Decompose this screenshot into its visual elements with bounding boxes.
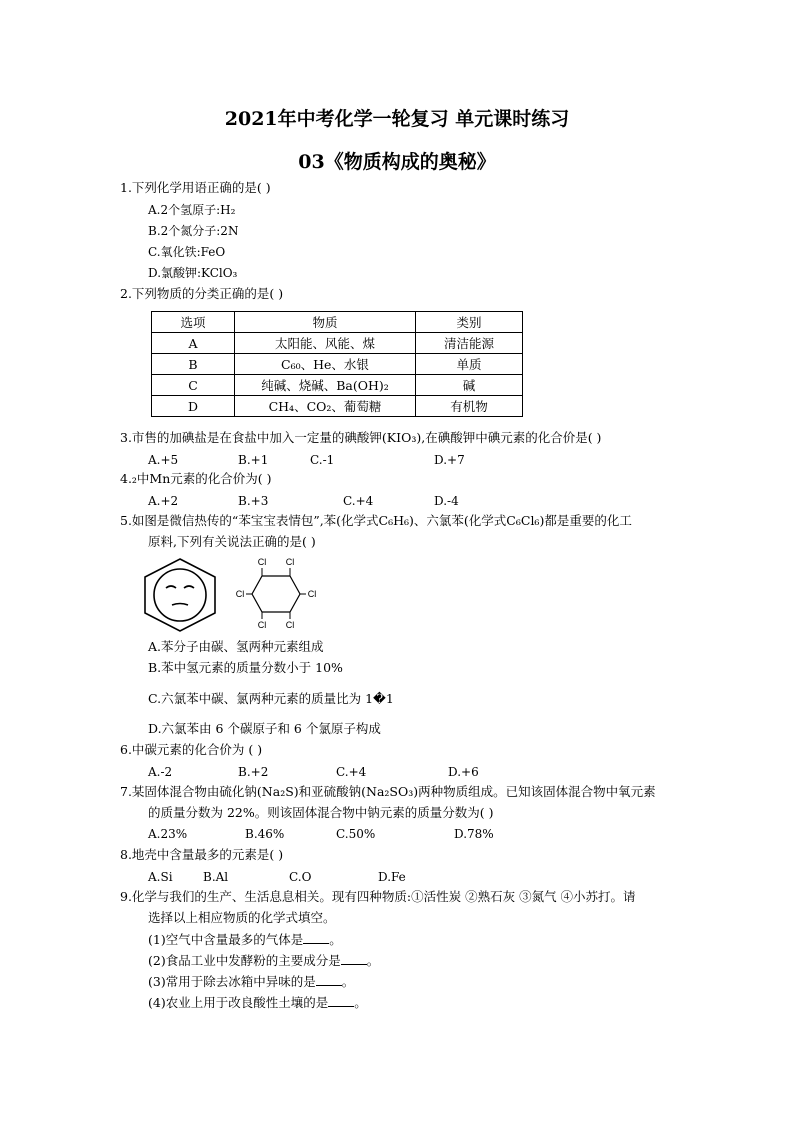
q4-option-a: A.+2 bbox=[148, 494, 179, 508]
table-row bbox=[152, 396, 523, 417]
q1-option-d: D.氯酸钾:KClO₃ bbox=[148, 266, 238, 280]
q3-stem: 3.市售的加碘盐是在食盐中加入一定量的碘酸钾(KIO₃),在碘酸钾中碘元素的化合价是( ) bbox=[120, 430, 602, 445]
q9-part-1 bbox=[148, 932, 342, 948]
table-cell: CH₄、CO₂、葡萄糖 bbox=[235, 396, 416, 417]
q5-stem-line1: 5.如图是微信热传的“苯宝宝表情包”,苯(化学式C₆H₆)、六氯苯(化学式C₆Cl₆)都是重要的化工 bbox=[120, 513, 632, 528]
answer-blank[interactable] bbox=[328, 996, 354, 1007]
table-header: 物质 bbox=[235, 312, 416, 333]
q7-stem-line1: 7.某固体混合物由硫化钠(Na₂S)和亚硫酸钠(Na₂SO₃)两种物质组成。已知该固体混合物中氧元素 bbox=[120, 784, 656, 799]
q3-option-c: C.-1 bbox=[310, 453, 335, 467]
q8-option-a: A.Si bbox=[148, 870, 173, 884]
table-cell: 单质 bbox=[416, 354, 523, 375]
answer-blank[interactable] bbox=[341, 954, 367, 965]
classification-table bbox=[151, 311, 523, 417]
q6-option-c: C.+4 bbox=[336, 765, 367, 779]
q7-option-c: C.50% bbox=[336, 827, 376, 841]
cl-atom-label: Cl bbox=[285, 557, 295, 567]
table-cell: 纯碱、烧碱、Ba(OH)₂ bbox=[235, 375, 416, 396]
cl-atom-label: Cl bbox=[257, 620, 267, 630]
q7-option-b: B.46% bbox=[245, 827, 285, 841]
q9-part-2 bbox=[148, 953, 379, 969]
q4-option-b: B.+3 bbox=[238, 494, 269, 508]
q5-option-a: A.苯分子由碳、氢两种元素组成 bbox=[148, 639, 324, 654]
q6-option-b: B.+2 bbox=[238, 765, 269, 779]
answer-blank[interactable] bbox=[316, 975, 342, 986]
q1-stem: 1.下列化学用语正确的是( ) bbox=[120, 180, 271, 195]
q9-part-2-text: (2)食品工业中发酵粉的主要成分是 bbox=[148, 953, 341, 968]
cl-atom-label: Cl bbox=[307, 589, 317, 599]
table-row bbox=[152, 354, 523, 375]
table-row bbox=[152, 375, 523, 396]
q3-option-b: B.+1 bbox=[238, 453, 269, 467]
q5-option-d: D.六氯苯由 6 个碳原子和 6 个氯原子构成 bbox=[148, 721, 381, 736]
hexachlorobenzene-structure bbox=[232, 556, 322, 634]
q7-option-d: D.78% bbox=[454, 827, 494, 841]
table-cell: 碱 bbox=[416, 375, 523, 396]
table-cell: 清洁能源 bbox=[416, 333, 523, 354]
q9-stem-line2: 选择以上相应物质的化学式填空。 bbox=[148, 910, 336, 925]
benzene-emoji-figure bbox=[140, 556, 220, 634]
q9-stem-line1: 9.化学与我们的生产、生活息息相关。现有四种物质:①活性炭 ②熟石灰 ③氮气 ④小苏打。请 bbox=[120, 889, 636, 904]
q9-part-1-text: (1)空气中含量最多的气体是 bbox=[148, 932, 304, 947]
table-cell: 太阳能、风能、煤 bbox=[235, 333, 416, 354]
table-cell: B bbox=[152, 354, 235, 375]
q4-stem: 4.₂中Mn元素的化合价为( ) bbox=[120, 471, 272, 486]
table-header: 选项 bbox=[152, 312, 235, 333]
period: 。 bbox=[341, 974, 355, 989]
q8-option-b: B.Al bbox=[203, 870, 229, 884]
q1-option-b: B.2个氮分子:2N bbox=[148, 224, 239, 238]
q4-option-c: C.+4 bbox=[343, 494, 374, 508]
table-cell: C₆₀、He、水银 bbox=[235, 354, 416, 375]
table-cell: C bbox=[152, 375, 235, 396]
table-cell: 有机物 bbox=[416, 396, 523, 417]
q8-option-d: D.Fe bbox=[378, 870, 406, 884]
q5-stem-line2: 原料,下列有关说法正确的是( ) bbox=[148, 534, 316, 549]
period: 。 bbox=[354, 995, 367, 1010]
q1-option-a: A.2个氢原子:H₂ bbox=[148, 203, 236, 217]
q1-option-c: C.氧化铁:FeO bbox=[148, 245, 226, 259]
table-header: 类别 bbox=[416, 312, 523, 333]
q5-option-c: C.六氯苯中碳、氯两种元素的质量比为 1�1 bbox=[148, 691, 394, 706]
q3-option-d: D.+7 bbox=[434, 453, 465, 467]
page-title: 2021年中考化学一轮复习 单元课时练习 bbox=[224, 108, 570, 130]
table-cell: D bbox=[152, 396, 235, 417]
q4-option-d: D.-4 bbox=[434, 494, 459, 508]
table-row bbox=[152, 333, 523, 354]
table-cell: A bbox=[152, 333, 235, 354]
q6-stem: 6.中碳元素的化合价为 ( ) bbox=[120, 742, 263, 757]
q8-option-c: C.O bbox=[289, 870, 312, 884]
q3-option-a: A.+5 bbox=[148, 453, 179, 467]
q9-part-3 bbox=[148, 974, 354, 990]
q7-option-a: A.23% bbox=[148, 827, 188, 841]
period: 。 bbox=[329, 932, 342, 947]
q6-option-a: A.-2 bbox=[148, 765, 173, 779]
cl-atom-label: Cl bbox=[257, 557, 267, 567]
answer-blank[interactable] bbox=[303, 933, 329, 944]
q8-stem: 8.地壳中含量最多的元素是( ) bbox=[120, 847, 284, 862]
q2-stem: 2.下列物质的分类正确的是( ) bbox=[120, 286, 284, 301]
q9-part-3-text: (3)常用于除去冰箱中异味的是 bbox=[148, 974, 316, 989]
q9-part-4-text: (4)农业上用于改良酸性土壤的是 bbox=[148, 995, 329, 1010]
q7-stem-line2: 的质量分数为 22%。则该固体混合物中钠元素的质量分数为( ) bbox=[148, 805, 494, 820]
cl-atom-label: Cl bbox=[235, 589, 245, 599]
period: 。 bbox=[366, 953, 380, 968]
q5-option-b: B.苯中氢元素的质量分数小于 10% bbox=[148, 660, 343, 675]
q6-option-d: D.+6 bbox=[448, 765, 479, 779]
cl-atom-label: Cl bbox=[285, 620, 295, 630]
table-header-row bbox=[152, 312, 523, 333]
page-subtitle: 03《物质构成的奥秘》 bbox=[298, 151, 496, 173]
q9-part-4 bbox=[148, 995, 367, 1011]
